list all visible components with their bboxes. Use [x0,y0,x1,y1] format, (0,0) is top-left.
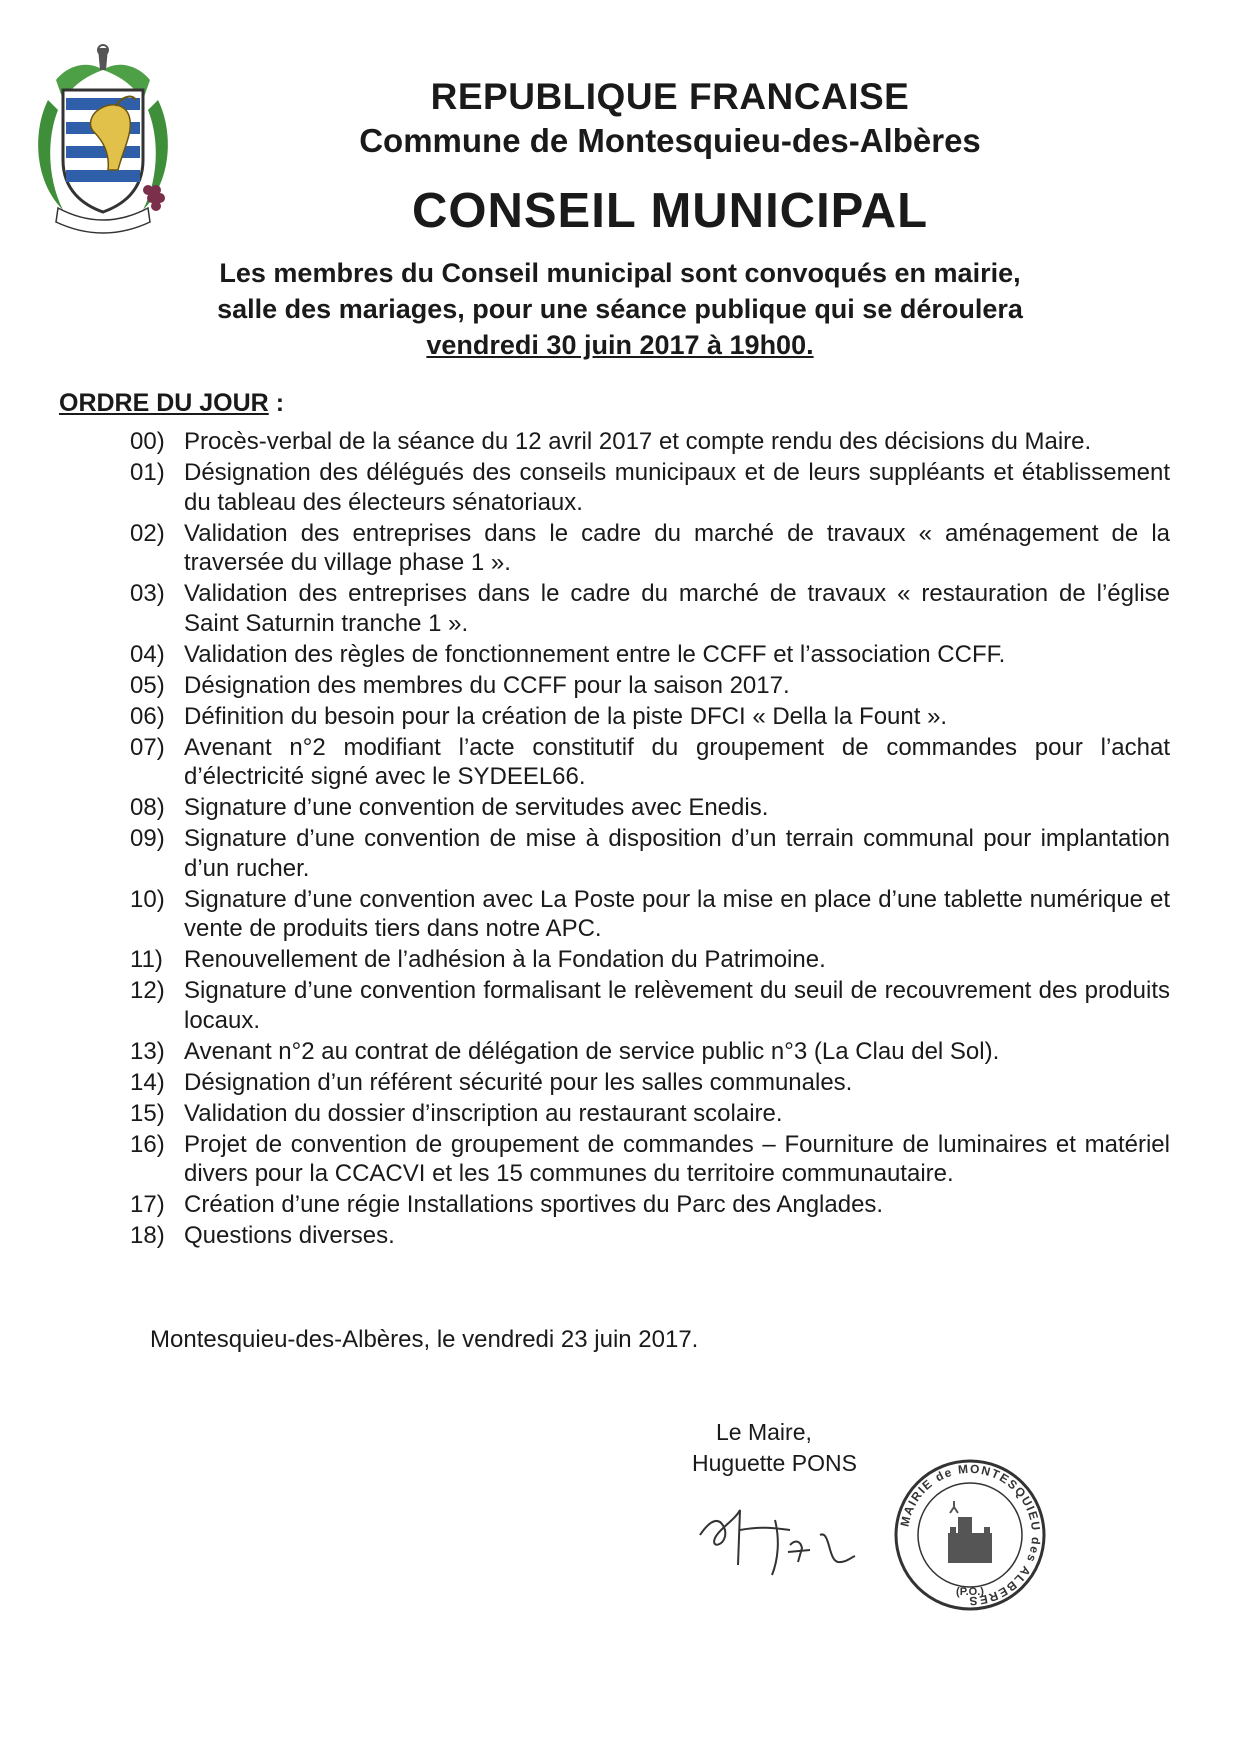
agenda-item-number: 07) [130,733,165,761]
svg-text:MAIRIE de MONTESQUIEU des ALBE: MAIRIE de MONTESQUIEU des ALBERES [897,1461,1044,1609]
agenda-item-number: 02) [130,519,165,547]
agenda-item [130,1099,1170,1129]
agenda-item [130,1037,1170,1067]
svg-text:(P.O.): (P.O.) [956,1586,984,1598]
agenda-item [130,640,1170,670]
agenda-item-text: Signature d’une convention formalisant le relèvement du seuil de recouvrement des produits locaux. [184,977,1170,1034]
agenda-item-text: Désignation des délégués des conseils municipaux et de leurs suppléants et établissement du tableau des électeurs sénatoriaux. [184,459,1170,516]
mairie-stamp-icon [890,1455,1050,1615]
agenda-item-number: 11) [130,946,163,973]
signature-icon [680,1490,880,1580]
agenda-item-number: 18) [130,1222,165,1249]
agenda-item-text: Renouvellement de l’adhésion à la Fondation du Patrimoine. [184,946,826,973]
convocation-intro [80,255,1160,363]
agenda-item-text: Validation des entreprises dans le cadre du marché de travaux « aménagement de la traversée du village phase 1 ». [184,519,1170,576]
agenda-item-number: 16) [130,1130,165,1158]
agenda-item-text: Validation des entreprises dans le cadre du marché de travaux « restauration de l’église Saint Saturnin tranche 1 ». [184,580,1170,637]
agenda-item-text: Désignation d’un référent sécurité pour les salles communales. [184,1068,853,1096]
agenda-item-number: 12) [130,977,165,1004]
agenda-item-number: 17) [130,1191,165,1218]
commune-heading: Commune de Montesquieu-des-Albères [359,122,981,159]
agenda-item-number: 13) [130,1037,165,1065]
agenda-item-text: Procès-verbal de la séance du 12 avril 2017 et compte rendu des décisions du Maire. [184,428,1092,455]
agenda-title-colon: : [268,389,285,417]
agenda-item [130,671,1170,701]
agenda-item-text: Avenant n°2 au contrat de délégation de service public n°3 (La Clau del Sol). [184,1037,1000,1065]
agenda-item-number: 05) [130,671,165,699]
agenda-item [130,1221,1170,1251]
agenda-item-text: Avenant n°2 modifiant l’acte constitutif du groupement de commandes pour l’achat d’électricité signé avec le SYDEEL66. [184,733,1170,790]
agenda-item-text: Validation des règles de fonctionnement entre le CCFF et l’association CCFF. [184,640,1006,668]
agenda-item [130,427,1170,457]
intro-line-1: Les membres du Conseil municipal sont convoqués en mairie, [219,258,1021,288]
agenda-item-text: Signature d’une convention avec La Poste pour la mise en place d’une tablette numérique et vente de produits tiers dans notre APC. [184,885,1170,942]
mayor-name: Huguette PONS [692,1450,857,1476]
agenda-item-number: 10) [130,885,165,913]
agenda-item-text: Questions diverses. [184,1222,395,1249]
agenda-item [130,885,1170,944]
agenda-item-number: 15) [130,1099,165,1127]
agenda-item [130,1068,1170,1098]
agenda-item-text: Définition du besoin pour la création de la piste DFCI « Della la Fount ». [184,702,948,730]
mayor-title: Le Maire, [716,1419,812,1445]
agenda-item-number: 04) [130,640,165,668]
agenda-item [130,945,1170,975]
agenda-list [130,427,1170,1252]
place-and-date: Montesquieu-des-Albères, le vendredi 23 juin 2017. [150,1326,699,1353]
agenda-item-text: Création d’une régie Installations sportives du Parc des Anglades. [184,1191,884,1218]
agenda-item [130,702,1170,732]
agenda-item-number: 06) [130,702,165,730]
agenda-item [130,733,1170,792]
council-heading: CONSEIL MUNICIPAL [411,184,929,238]
agenda-item-text: Projet de convention de groupement de commandes – Fourniture de luminaires et matériel divers pour la CCACVI et les 15 communes du territoire communautaire. [184,1130,1170,1187]
agenda-item-number: 00) [130,428,165,455]
agenda-title [59,389,284,418]
agenda-item-number: 01) [130,459,165,486]
agenda-item-text: Signature d’une convention de servitudes avec Enedis. [184,794,769,821]
agenda-item-number: 03) [130,580,165,607]
agenda-item [130,519,1170,578]
agenda-item [130,793,1170,823]
agenda-item [130,1190,1170,1220]
meeting-date: vendredi 30 juin 2017 à 19h00. [426,330,814,360]
agenda-item-number: 08) [130,794,165,821]
agenda-title-label: ORDRE DU JOUR [59,389,269,417]
agenda-item-text: Signature d’une convention de mise à disposition d’un terrain communal pour implantation d’un rucher. [184,825,1170,882]
agenda-item [130,1130,1170,1189]
agenda-item-text: Validation du dossier d’inscription au restaurant scolaire. [184,1099,783,1127]
agenda-item [130,458,1170,517]
agenda-item [130,579,1170,638]
agenda-item [130,976,1170,1035]
republic-heading: REPUBLIQUE FRANCAISE [430,76,910,117]
agenda-item-number: 14) [130,1068,165,1096]
intro-line-2: salle des mariages, pour une séance publique qui se déroulera [217,294,1023,324]
agenda-item-text: Désignation des membres du CCFF pour la saison 2017. [184,671,790,699]
coat-of-arms-icon [28,40,178,240]
agenda-item [130,824,1170,883]
agenda-item-number: 09) [130,825,165,852]
